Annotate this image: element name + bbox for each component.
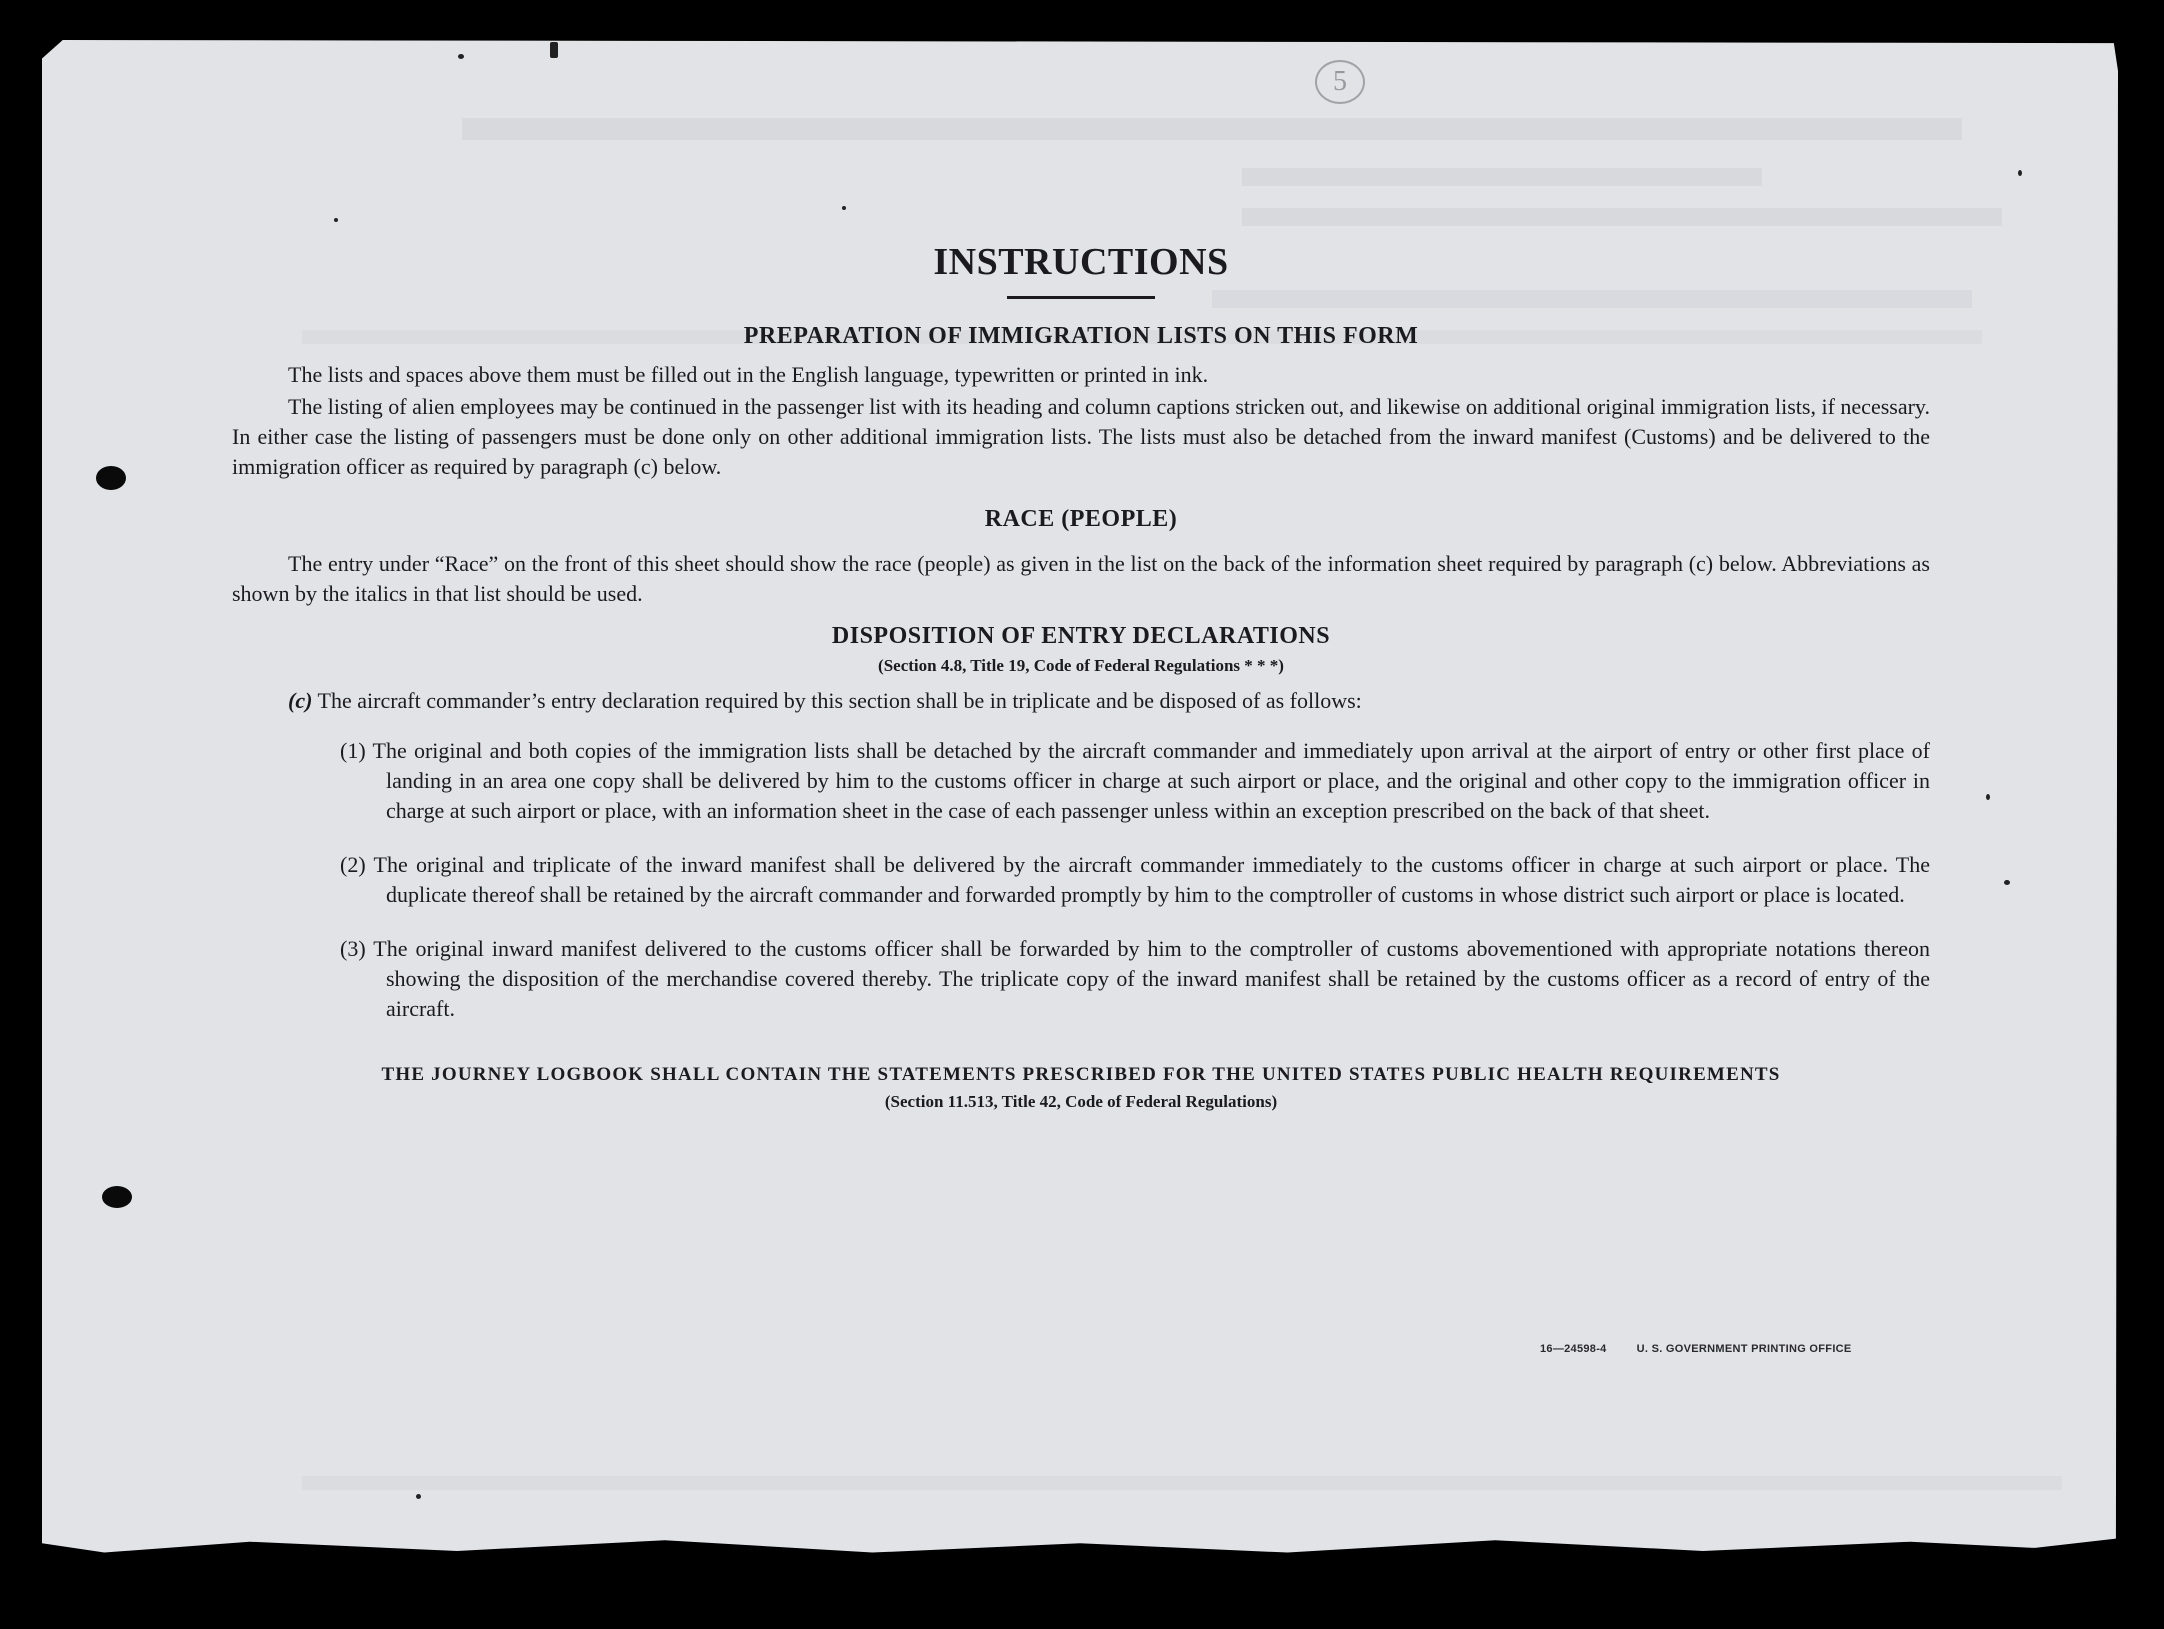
disposition-lead-text: The aircraft commander’s entry declaration required by this section shall be in triplicate and be disposed of as follows: bbox=[317, 688, 1362, 713]
printer-name: U. S. GOVERNMENT PRINTING OFFICE bbox=[1636, 1343, 1852, 1355]
race-heading: RACE (PEOPLE) bbox=[984, 506, 1178, 532]
disposition-item-2 bbox=[340, 850, 1930, 910]
item-text: The original inward manifest delivered to the customs officer shall be forwarded by him to the comptroller of customs abovementioned with appropriate notations thereon showing the disposition of the merchandise covered thereby. The triplicate copy of the inward manifest shall be retained by the customs officer as a record of entry of the aircraft. bbox=[373, 936, 1930, 1021]
bleed-through-line bbox=[462, 118, 1962, 140]
bleed-through-line bbox=[1242, 208, 2002, 226]
punch-hole bbox=[96, 466, 126, 490]
instructions-body bbox=[232, 240, 1930, 1112]
disposition-lead bbox=[232, 686, 1930, 716]
speck bbox=[2018, 170, 2022, 176]
speck bbox=[334, 218, 338, 222]
disposition-citation: (Section 4.8, Title 19, Code of Federal Regulations * * *) bbox=[878, 656, 1284, 675]
speck bbox=[550, 42, 558, 58]
disposition-item-1 bbox=[340, 736, 1930, 826]
speck bbox=[1986, 794, 1990, 800]
preparation-paragraph-1: The lists and spaces above them must be filled out in the English language, typewritten or printed in ink. bbox=[288, 362, 1209, 387]
speck bbox=[416, 1494, 421, 1499]
bleed-through-line bbox=[1242, 168, 1762, 186]
preparation-heading: PREPARATION OF IMMIGRATION LISTS ON THIS FORM bbox=[743, 323, 1419, 349]
item-marker: (2) bbox=[340, 852, 366, 877]
disposition-item-3 bbox=[340, 934, 1930, 1024]
item-marker: (3) bbox=[340, 936, 366, 961]
speck bbox=[458, 54, 464, 59]
printing-footer bbox=[1540, 1343, 1852, 1355]
page-number-stamp: 5 bbox=[1315, 60, 1365, 104]
speck bbox=[842, 206, 846, 210]
title-underline bbox=[1007, 296, 1155, 299]
item-marker: (1) bbox=[340, 738, 366, 763]
bleed-through-line bbox=[302, 1476, 2062, 1490]
punch-hole bbox=[102, 1186, 132, 1208]
page-title: INSTRUCTIONS bbox=[933, 241, 1229, 283]
disposition-lead-marker: (c) bbox=[288, 688, 313, 713]
preparation-paragraph-2: The listing of alien employees may be continued in the passenger list with its heading and column captions stricken out, and likewise on additional original immigration lists, if necessary. In either case the listing of passengers must be done only on other additional immigration lists. The lists must also be detached from the inward manifest (Customs) and be delivered to the immigration officer as required by paragraph (c) below. bbox=[232, 394, 1930, 479]
health-citation: (Section 11.513, Title 42, Code of Federal Regulations) bbox=[884, 1092, 1278, 1111]
item-text: The original and both copies of the immigration lists shall be detached by the aircraft commander and immediately upon arrival at the airport of entry or other first place of landing in an area one copy shall be delivered by him to the customs officer in charge at such airport or place, and the original and other copy to the immigration officer in charge at such airport or place, with an information sheet in the case of each passenger unless within an exception prescribed on the back of that sheet. bbox=[372, 738, 1930, 823]
speck bbox=[2004, 880, 2010, 885]
item-text: The original and triplicate of the inward manifest shall be delivered by the aircraft commander immediately to the customs officer in charge at such airport or place. The duplicate thereof shall be retained by the aircraft commander and forwarded promptly by him to the comptroller of customs in whose district such airport or place is located. bbox=[373, 852, 1931, 907]
disposition-heading: DISPOSITION OF ENTRY DECLARATIONS bbox=[831, 623, 1331, 649]
race-paragraph: The entry under “Race” on the front of this sheet should show the race (people) as given in the list on the back of the information sheet required by paragraph (c) below. Abbreviations as shown by the italics in that list should be used. bbox=[232, 551, 1930, 606]
form-number: 16—24598-4 bbox=[1540, 1343, 1607, 1355]
health-statement: THE JOURNEY LOGBOOK SHALL CONTAIN THE STATEMENTS PRESCRIBED FOR THE UNITED STATES PUBLIC HEALTH REQUIREMENTS bbox=[381, 1064, 1781, 1085]
